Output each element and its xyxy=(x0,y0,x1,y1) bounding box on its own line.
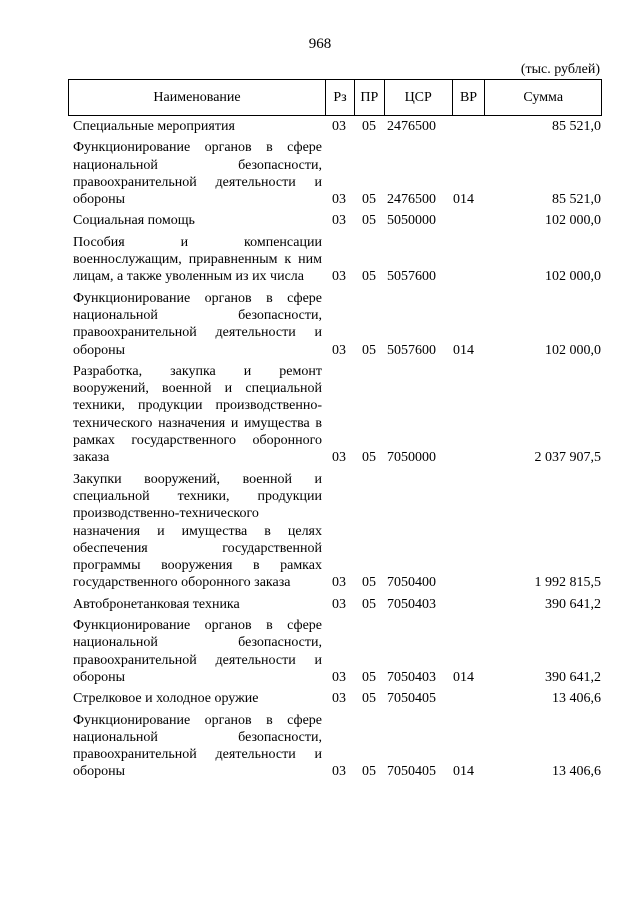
row-csr: 5057600 xyxy=(387,269,436,285)
row-pr: 05 xyxy=(362,119,376,134)
table-row xyxy=(73,234,603,286)
row-sum: 2 037 907,5 xyxy=(534,450,601,466)
table-row xyxy=(73,617,603,686)
row-sum: 102 000,0 xyxy=(545,342,601,358)
row-rz: 03 xyxy=(332,450,346,466)
header-csr: ЦСР xyxy=(385,80,453,115)
row-name: Функционирование органов в сфере национальной безопасности, правоохранительной деятельности и обороны xyxy=(73,712,322,780)
row-pr: 05 xyxy=(362,691,376,707)
row-sum: 13 406,6 xyxy=(552,691,601,707)
row-name: Социальная помощь xyxy=(73,213,195,229)
row-name: Стрелковое и холодное оружие xyxy=(73,691,259,707)
row-csr: 2476500 xyxy=(387,192,436,208)
row-pr: 05 xyxy=(362,192,376,208)
header-name: Наименование xyxy=(69,80,326,115)
row-sum: 102 000,0 xyxy=(545,213,601,229)
row-csr: 5050000 xyxy=(387,213,436,229)
row-pr: 05 xyxy=(362,269,376,285)
page-number: 968 xyxy=(308,36,332,52)
header-vr: ВР xyxy=(453,80,486,115)
row-sum: 102 000,0 xyxy=(545,269,601,285)
header-rz: Рз xyxy=(326,80,355,115)
row-name: Разработка, закупка и ремонт вооружений, военной и специальной техники, продукции производственно-технического назначения и имущества в рамках государственного оборонного заказа xyxy=(73,363,322,466)
row-sum: 85 521,0 xyxy=(552,119,601,134)
row-name: Функционирование органов в сфере национальной безопасности, правоохранительной деятельности и обороны xyxy=(73,290,322,358)
row-name: Специальные мероприятия xyxy=(73,119,235,134)
row-rz: 03 xyxy=(332,213,346,229)
row-vr: 014 xyxy=(453,192,474,208)
row-pr: 05 xyxy=(362,575,376,591)
row-pr: 05 xyxy=(362,596,376,612)
row-csr: 7050405 xyxy=(387,691,436,707)
row-csr: 7050400 xyxy=(387,575,436,591)
row-pr: 05 xyxy=(362,450,376,466)
row-sum: 85 521,0 xyxy=(552,192,601,208)
row-name: Закупки вооружений, военной и специальной техники, продукции производственно-технического назначения и имущества в целях обеспечения государственной программы вооружения в рамках государственного оборонного заказа xyxy=(73,471,322,591)
row-rz: 03 xyxy=(332,691,346,707)
row-rz: 03 xyxy=(332,119,346,134)
table-body xyxy=(73,118,603,785)
row-csr: 7050405 xyxy=(387,764,436,780)
row-pr: 05 xyxy=(362,764,376,780)
table-row xyxy=(73,118,603,135)
row-csr: 5057600 xyxy=(387,342,436,358)
header-sum: Сумма xyxy=(523,89,564,105)
table-row xyxy=(73,212,603,229)
row-vr: 014 xyxy=(453,764,474,780)
row-csr: 7050403 xyxy=(387,669,436,685)
row-vr: 014 xyxy=(453,669,474,685)
row-rz: 03 xyxy=(332,669,346,685)
row-name: Функционирование органов в сфере национальной безопасности, правоохранительной деятельности и обороны xyxy=(73,140,322,208)
row-rz: 03 xyxy=(332,764,346,780)
table-row xyxy=(73,471,603,592)
row-csr: 7050403 xyxy=(387,596,436,612)
table-row xyxy=(73,363,603,467)
units-label: (тыс. рублей) xyxy=(520,62,600,77)
row-rz: 03 xyxy=(332,269,346,285)
row-pr: 05 xyxy=(362,669,376,685)
row-name: Автобронетанковая техника xyxy=(73,596,240,612)
table-row xyxy=(73,139,603,208)
row-name: Пособия и компенсации военнослужащим, приравненным к ним лицам, а также уволенным из их числа xyxy=(73,234,322,285)
row-sum: 1 992 815,5 xyxy=(534,575,601,591)
table-row xyxy=(73,596,603,613)
table-header xyxy=(68,79,602,116)
table-row xyxy=(73,712,603,781)
row-csr: 7050000 xyxy=(387,450,436,466)
row-csr: 2476500 xyxy=(387,119,436,134)
table-row xyxy=(73,290,603,359)
row-rz: 03 xyxy=(332,596,346,612)
row-vr: 014 xyxy=(453,342,474,358)
row-name: Функционирование органов в сфере национальной безопасности, правоохранительной деятельности и обороны xyxy=(73,618,322,685)
row-rz: 03 xyxy=(332,342,346,358)
row-rz: 03 xyxy=(332,575,346,591)
row-pr: 05 xyxy=(362,213,376,229)
row-sum: 390 641,2 xyxy=(545,596,601,612)
row-pr: 05 xyxy=(362,342,376,358)
header-pr: ПР xyxy=(355,80,385,115)
table-row xyxy=(73,690,603,707)
row-sum: 390 641,2 xyxy=(545,669,601,685)
row-sum: 13 406,6 xyxy=(552,764,601,780)
row-rz: 03 xyxy=(332,192,346,208)
